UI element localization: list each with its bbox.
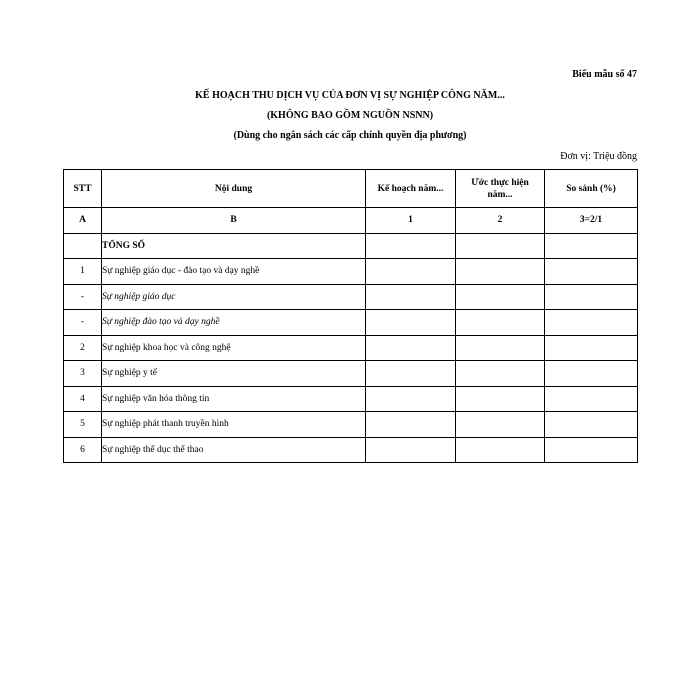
table-row — [64, 284, 638, 310]
row-stt: 4 — [64, 386, 102, 412]
index-compare: 3=2/1 — [545, 208, 638, 234]
row-content: Sự nghiệp văn hóa thông tin — [102, 386, 366, 412]
row-stt: 1 — [64, 259, 102, 285]
row-estimate-cell — [456, 310, 545, 336]
table-row — [64, 335, 638, 361]
row-plan-cell — [366, 386, 456, 412]
row-estimate-cell — [456, 437, 545, 463]
row-plan-cell — [366, 310, 456, 336]
row-plan-cell — [366, 259, 456, 285]
row-compare-cell — [545, 437, 638, 463]
document-title: KẾ HOẠCH THU DỊCH VỤ CỦA ĐƠN VỊ SỰ NGHIỆP CÔNG NĂM... — [195, 90, 505, 101]
document-subtitle: (KHÔNG BAO GỒM NGUỒN NSNN) — [266, 110, 434, 121]
table-row — [64, 259, 638, 285]
row-stt: 5 — [64, 412, 102, 438]
index-row — [64, 208, 638, 234]
row-content: Sự nghiệp đào tạo và dạy nghề — [102, 310, 366, 336]
row-estimate-cell — [456, 386, 545, 412]
table-row — [64, 412, 638, 438]
form-number: Biểu mẫu số 47 — [572, 69, 637, 80]
row-plan-cell — [366, 412, 456, 438]
index-stt: A — [64, 208, 102, 234]
table-header-row — [64, 170, 638, 208]
row-estimate-cell — [456, 361, 545, 387]
row-estimate-cell — [456, 412, 545, 438]
row-content: Sự nghiệp giáo dục — [102, 284, 366, 310]
row-plan-cell — [366, 284, 456, 310]
row-compare-cell — [545, 284, 638, 310]
document-scope-note: (Dùng cho ngân sách các cấp chính quyền địa phương) — [233, 130, 467, 141]
table-row — [64, 386, 638, 412]
row-stt: 3 — [64, 361, 102, 387]
row-compare-cell — [545, 386, 638, 412]
row-stt: 2 — [64, 335, 102, 361]
index-estimate: 2 — [456, 208, 545, 234]
row-compare-cell — [545, 310, 638, 336]
row-compare-cell — [545, 335, 638, 361]
index-plan: 1 — [366, 208, 456, 234]
header-estimate: Ước thực hiện năm... — [456, 170, 545, 208]
table-row — [64, 361, 638, 387]
row-compare-cell — [545, 233, 638, 259]
row-stt: 6 — [64, 437, 102, 463]
row-compare-cell — [545, 412, 638, 438]
row-content: Sự nghiệp giáo dục - đào tạo và dạy nghề — [102, 259, 366, 285]
header-plan: Kế hoạch năm... — [366, 170, 456, 208]
unit-label: Đơn vị: Triệu đồng — [560, 151, 637, 162]
row-estimate-cell — [456, 335, 545, 361]
row-content: Sự nghiệp thể dục thể thao — [102, 437, 366, 463]
row-plan-cell — [366, 437, 456, 463]
row-content: TỔNG SỐ — [102, 233, 366, 259]
header-stt: STT — [64, 170, 102, 208]
row-compare-cell — [545, 361, 638, 387]
row-plan-cell — [366, 233, 456, 259]
row-stt: - — [64, 310, 102, 336]
row-compare-cell — [545, 259, 638, 285]
header-content: Nội dung — [102, 170, 366, 208]
table-row-total — [64, 233, 638, 259]
row-stt: - — [64, 284, 102, 310]
row-content: Sự nghiệp khoa học và công nghệ — [102, 335, 366, 361]
header-compare: So sánh (%) — [545, 170, 638, 208]
row-plan-cell — [366, 335, 456, 361]
row-stt — [64, 233, 102, 259]
row-content: Sự nghiệp y tế — [102, 361, 366, 387]
table-row — [64, 310, 638, 336]
table-row — [64, 437, 638, 463]
row-estimate-cell — [456, 233, 545, 259]
revenue-plan-table — [63, 169, 638, 463]
row-estimate-cell — [456, 284, 545, 310]
row-plan-cell — [366, 361, 456, 387]
row-content: Sự nghiệp phát thanh truyền hình — [102, 412, 366, 438]
row-estimate-cell — [456, 259, 545, 285]
index-content: B — [102, 208, 366, 234]
